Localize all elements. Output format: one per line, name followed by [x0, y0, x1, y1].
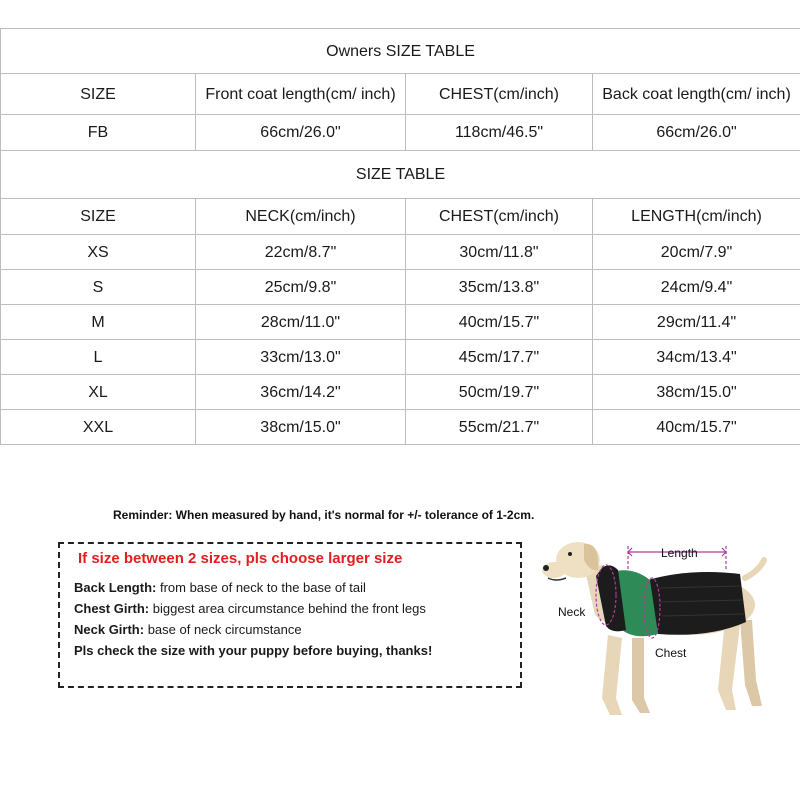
owners-title-row [1, 29, 800, 74]
table-cell: 20cm/7.9" [593, 235, 800, 270]
table-cell: XL [1, 375, 196, 410]
table-cell: 55cm/21.7" [406, 410, 593, 445]
table-cell: 34cm/13.4" [593, 340, 800, 375]
table-row [1, 115, 800, 151]
table-cell: 45cm/17.7" [406, 340, 593, 375]
dog-measurement-diagram [540, 530, 790, 730]
size-chart [0, 28, 800, 445]
table-row [1, 375, 800, 410]
measurement-reminder: Reminder: When measured by hand, it's normal for +/- tolerance of 1-2cm. [113, 508, 535, 522]
note-key: Back Length: [74, 580, 157, 595]
table-cell: 50cm/19.7" [406, 375, 593, 410]
note-value: base of neck circumstance [144, 622, 302, 637]
dog-illustration [540, 530, 790, 730]
table-cell: 30cm/11.8" [406, 235, 593, 270]
measurement-notes-box [58, 542, 522, 688]
note-value: from base of neck to the base of tail [156, 580, 366, 595]
table-cell: 35cm/13.8" [406, 270, 593, 305]
header-cell: Front coat length(cm/ inch) [196, 74, 406, 115]
table-row [1, 410, 800, 445]
table-cell: M [1, 305, 196, 340]
table-cell: L [1, 340, 196, 375]
table-row [1, 305, 800, 340]
note-value: biggest area circumstance behind the front legs [149, 601, 426, 616]
header-cell: LENGTH(cm/inch) [593, 199, 800, 235]
neck-girth-note [74, 619, 508, 640]
table-cell: 40cm/15.7" [593, 410, 800, 445]
table-cell: 25cm/9.8" [196, 270, 406, 305]
header-cell: SIZE [1, 74, 196, 115]
neck-label: Neck [558, 605, 586, 619]
header-cell: Back coat length(cm/ inch) [593, 74, 800, 115]
table-cell: 66cm/26.0" [593, 115, 800, 151]
table-cell: 28cm/11.0" [196, 305, 406, 340]
size-tables [0, 28, 800, 445]
table-cell: 36cm/14.2" [196, 375, 406, 410]
note-key: Neck Girth: [74, 622, 145, 637]
header-cell: CHEST(cm/inch) [406, 74, 593, 115]
header-cell: CHEST(cm/inch) [406, 199, 593, 235]
size-table-title: SIZE TABLE [1, 151, 800, 199]
table-cell: 24cm/9.4" [593, 270, 800, 305]
check-size-note: Pls check the size with your puppy before buying, thanks! [74, 643, 433, 658]
owners-table-title: Owners SIZE TABLE [1, 29, 800, 74]
size-title-row [1, 151, 800, 199]
table-cell: 33cm/13.0" [196, 340, 406, 375]
owners-header-row [1, 74, 800, 115]
table-cell: 66cm/26.0" [196, 115, 406, 151]
table-cell: 22cm/8.7" [196, 235, 406, 270]
table-cell: FB [1, 115, 196, 151]
table-cell: S [1, 270, 196, 305]
note-key: Chest Girth: [74, 601, 150, 616]
table-cell: XXL [1, 410, 196, 445]
table-row [1, 340, 800, 375]
table-row [1, 270, 800, 305]
table-cell: 38cm/15.0" [593, 375, 800, 410]
table-cell: 29cm/11.4" [593, 305, 800, 340]
back-length-note [74, 577, 508, 598]
length-label: Length [661, 546, 698, 560]
table-row [1, 235, 800, 270]
table-cell: 118cm/46.5" [406, 115, 593, 151]
table-cell: 38cm/15.0" [196, 410, 406, 445]
size-advice-title: If size between 2 sizes, pls choose larger size [78, 550, 403, 567]
table-cell: XS [1, 235, 196, 270]
header-cell: NECK(cm/inch) [196, 199, 406, 235]
chest-label: Chest [655, 646, 687, 660]
size-header-row [1, 199, 800, 235]
header-cell: SIZE [1, 199, 196, 235]
table-cell: 40cm/15.7" [406, 305, 593, 340]
chest-girth-note [74, 598, 508, 619]
